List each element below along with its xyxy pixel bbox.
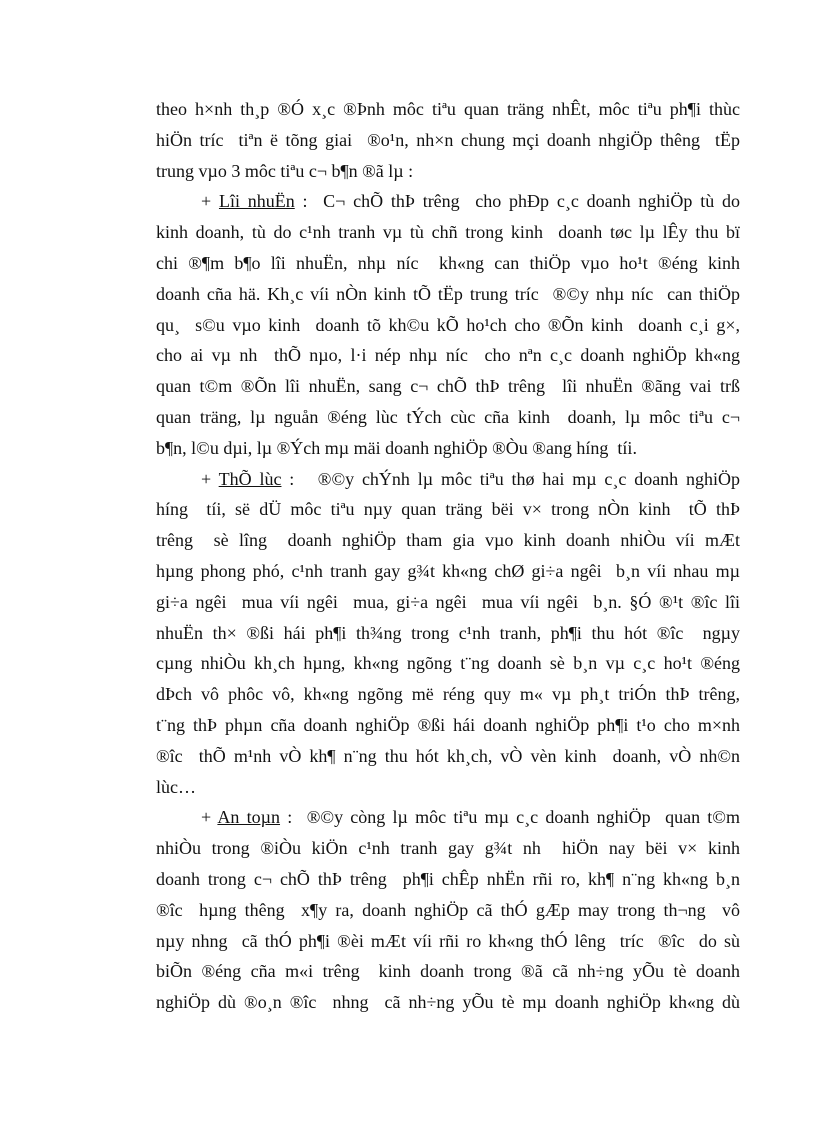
section-text: : ®©y còng lµ môc tiªu mµ c¸c doanh nghiÖp quan t©m	[280, 807, 740, 828]
text-line: ®îc hµng thêng x¶y ra, doanh nghiÖp cã thÓ gÆp may trong th¬ng vô	[156, 899, 740, 920]
text-line: kinh doanh, tù do c¹nh tranh vµ tù chñ trong kinh doanh tøc lµ lÊy thu bï	[156, 222, 740, 243]
section-term-profit: Lîi nhuËn	[218, 191, 295, 212]
section-text: : ®©y chÝnh lµ môc tiªu thø hai mµ c¸c doanh nghiÖp	[281, 468, 741, 489]
text-line: trung vµo 3 môc tiªu c¬ b¶n ®ã lµ :	[156, 160, 414, 181]
text-line: dÞch vô phôc vô, kh«ng ngõng më réng quy m« vµ ph¸t triÓn thÞ trêng,	[156, 684, 740, 705]
text-line: b¶n, l©u dµi, lµ ®Ých mµ mäi doanh nghiÖp ®Òu ®ang híng tíi.	[156, 437, 637, 458]
text-line: nhiÒu trong ®iÒu kiÖn c¹nh tranh gay g¾t nh hiÖn nay bëi v× kinh	[156, 838, 740, 859]
text-line: doanh cña hä. Kh¸c víi nÒn kinh tÕ tËp trung tríc ®©y nhµ níc can thiÖp	[156, 283, 740, 304]
section-term-strength: ThÕ lùc	[218, 468, 282, 489]
body-text	[156, 94, 740, 1018]
text-line: lùc…	[156, 776, 196, 797]
text-line: doanh trong c¬ chÕ thÞ trêng ph¶i chÊp nhËn rñi ro, kh¶ n¨ng kh«ng b¸n	[156, 868, 740, 889]
bullet-prefix: +	[201, 191, 219, 212]
section-line-safety	[156, 802, 740, 833]
text-line: hµng phong phó, c¹nh tranh gay g¾t kh«ng chØ gi÷a ngêi b¸n víi nhau mµ	[156, 560, 740, 581]
text-line: nghiÖp dù ®o¸n ®îc nhng cã nh÷ng yÕu tè mµ doanh nghiÖp kh«ng dù	[156, 992, 740, 1013]
text-line: cho ai vµ nh thÕ nµo, l·i nép nhµ níc cho nªn c¸c doanh nghiÖp kh«ng	[156, 345, 740, 366]
text-line: theo h×nh th¸p ®Ó x¸c ®Þnh môc tiªu quan träng nhÊt, môc tiªu ph¶i thùc	[156, 99, 740, 119]
text-line: t¨ng thÞ phµn cña doanh nghiÖp ®ßi hái doanh nghiÖp ph¶i t¹o cho m×nh	[156, 714, 740, 735]
section-term-safety: An toµn	[217, 807, 281, 828]
section-text: : C¬ chÕ thÞ trêng cho phÐp c¸c doanh nghiÖp tù do	[294, 191, 740, 212]
section-line-profit	[156, 186, 740, 217]
text-line: hiÖn tríc tiªn ë tõng giai ®o¹n, nh×n chung mçi doanh nhgiÖp thêng tËp	[156, 129, 740, 150]
text-line: chi ®¶m b¶o lîi nhuËn, nhµ níc kh«ng can thiÖp vµo ho¹t ®éng kinh	[156, 252, 740, 273]
text-line: quan träng, lµ nguån ®éng lùc tÝch cùc cña kinh doanh, lµ môc tiªu c¬	[156, 406, 740, 427]
text-line: cµng nhiÒu kh¸ch hµng, kh«ng ngõng t¨ng doanh sè b¸n vµ c¸c ho¹t ®éng	[156, 653, 740, 674]
text-line: ®îc thÕ m¹nh vÒ kh¶ n¨ng thu hót kh¸ch, vÒ vèn kinh doanh, vÒ nh©n	[156, 745, 740, 766]
text-line: nhuËn th× ®ßi hái ph¶i th¾ng trong c¹nh tranh, ph¶i thu hót ®îc ngµy	[156, 622, 740, 643]
section-line-strength	[156, 464, 740, 495]
text-line: biÕn ®éng cña m«i trêng kinh doanh trong ®ã cã nh÷ng yÕu tè doanh	[156, 961, 740, 982]
text-line: qu¸ s©u vµo kinh doanh tõ kh©u kÕ ho¹ch cho ®Õn kinh doanh c¸i g×,	[156, 314, 740, 335]
text-line: quan t©m ®Õn lîi nhuËn, sang c¬ chÕ thÞ trêng lîi nhuËn ®ãng vai trß	[156, 376, 740, 397]
bullet-prefix: +	[201, 468, 219, 489]
text-line: híng tíi, së dÜ môc tiªu nµy quan träng bëi v× trong nÒn kinh tÕ thÞ	[156, 499, 740, 520]
text-line: gi÷a ngêi mua víi ngêi mua, gi÷a ngêi mua víi ngêi b¸n. §Ó ®¹t ®îc lîi	[156, 591, 740, 612]
bullet-prefix: +	[201, 807, 218, 828]
text-line: nµy nhng cã thÓ ph¶i ®èi mÆt víi rñi ro kh«ng thÓ lêng tríc ®îc do sù	[156, 930, 740, 951]
text-line: trêng sè lîng doanh nghiÖp tham gia vµo kinh doanh nhiÒu víi mÆt	[156, 530, 740, 551]
